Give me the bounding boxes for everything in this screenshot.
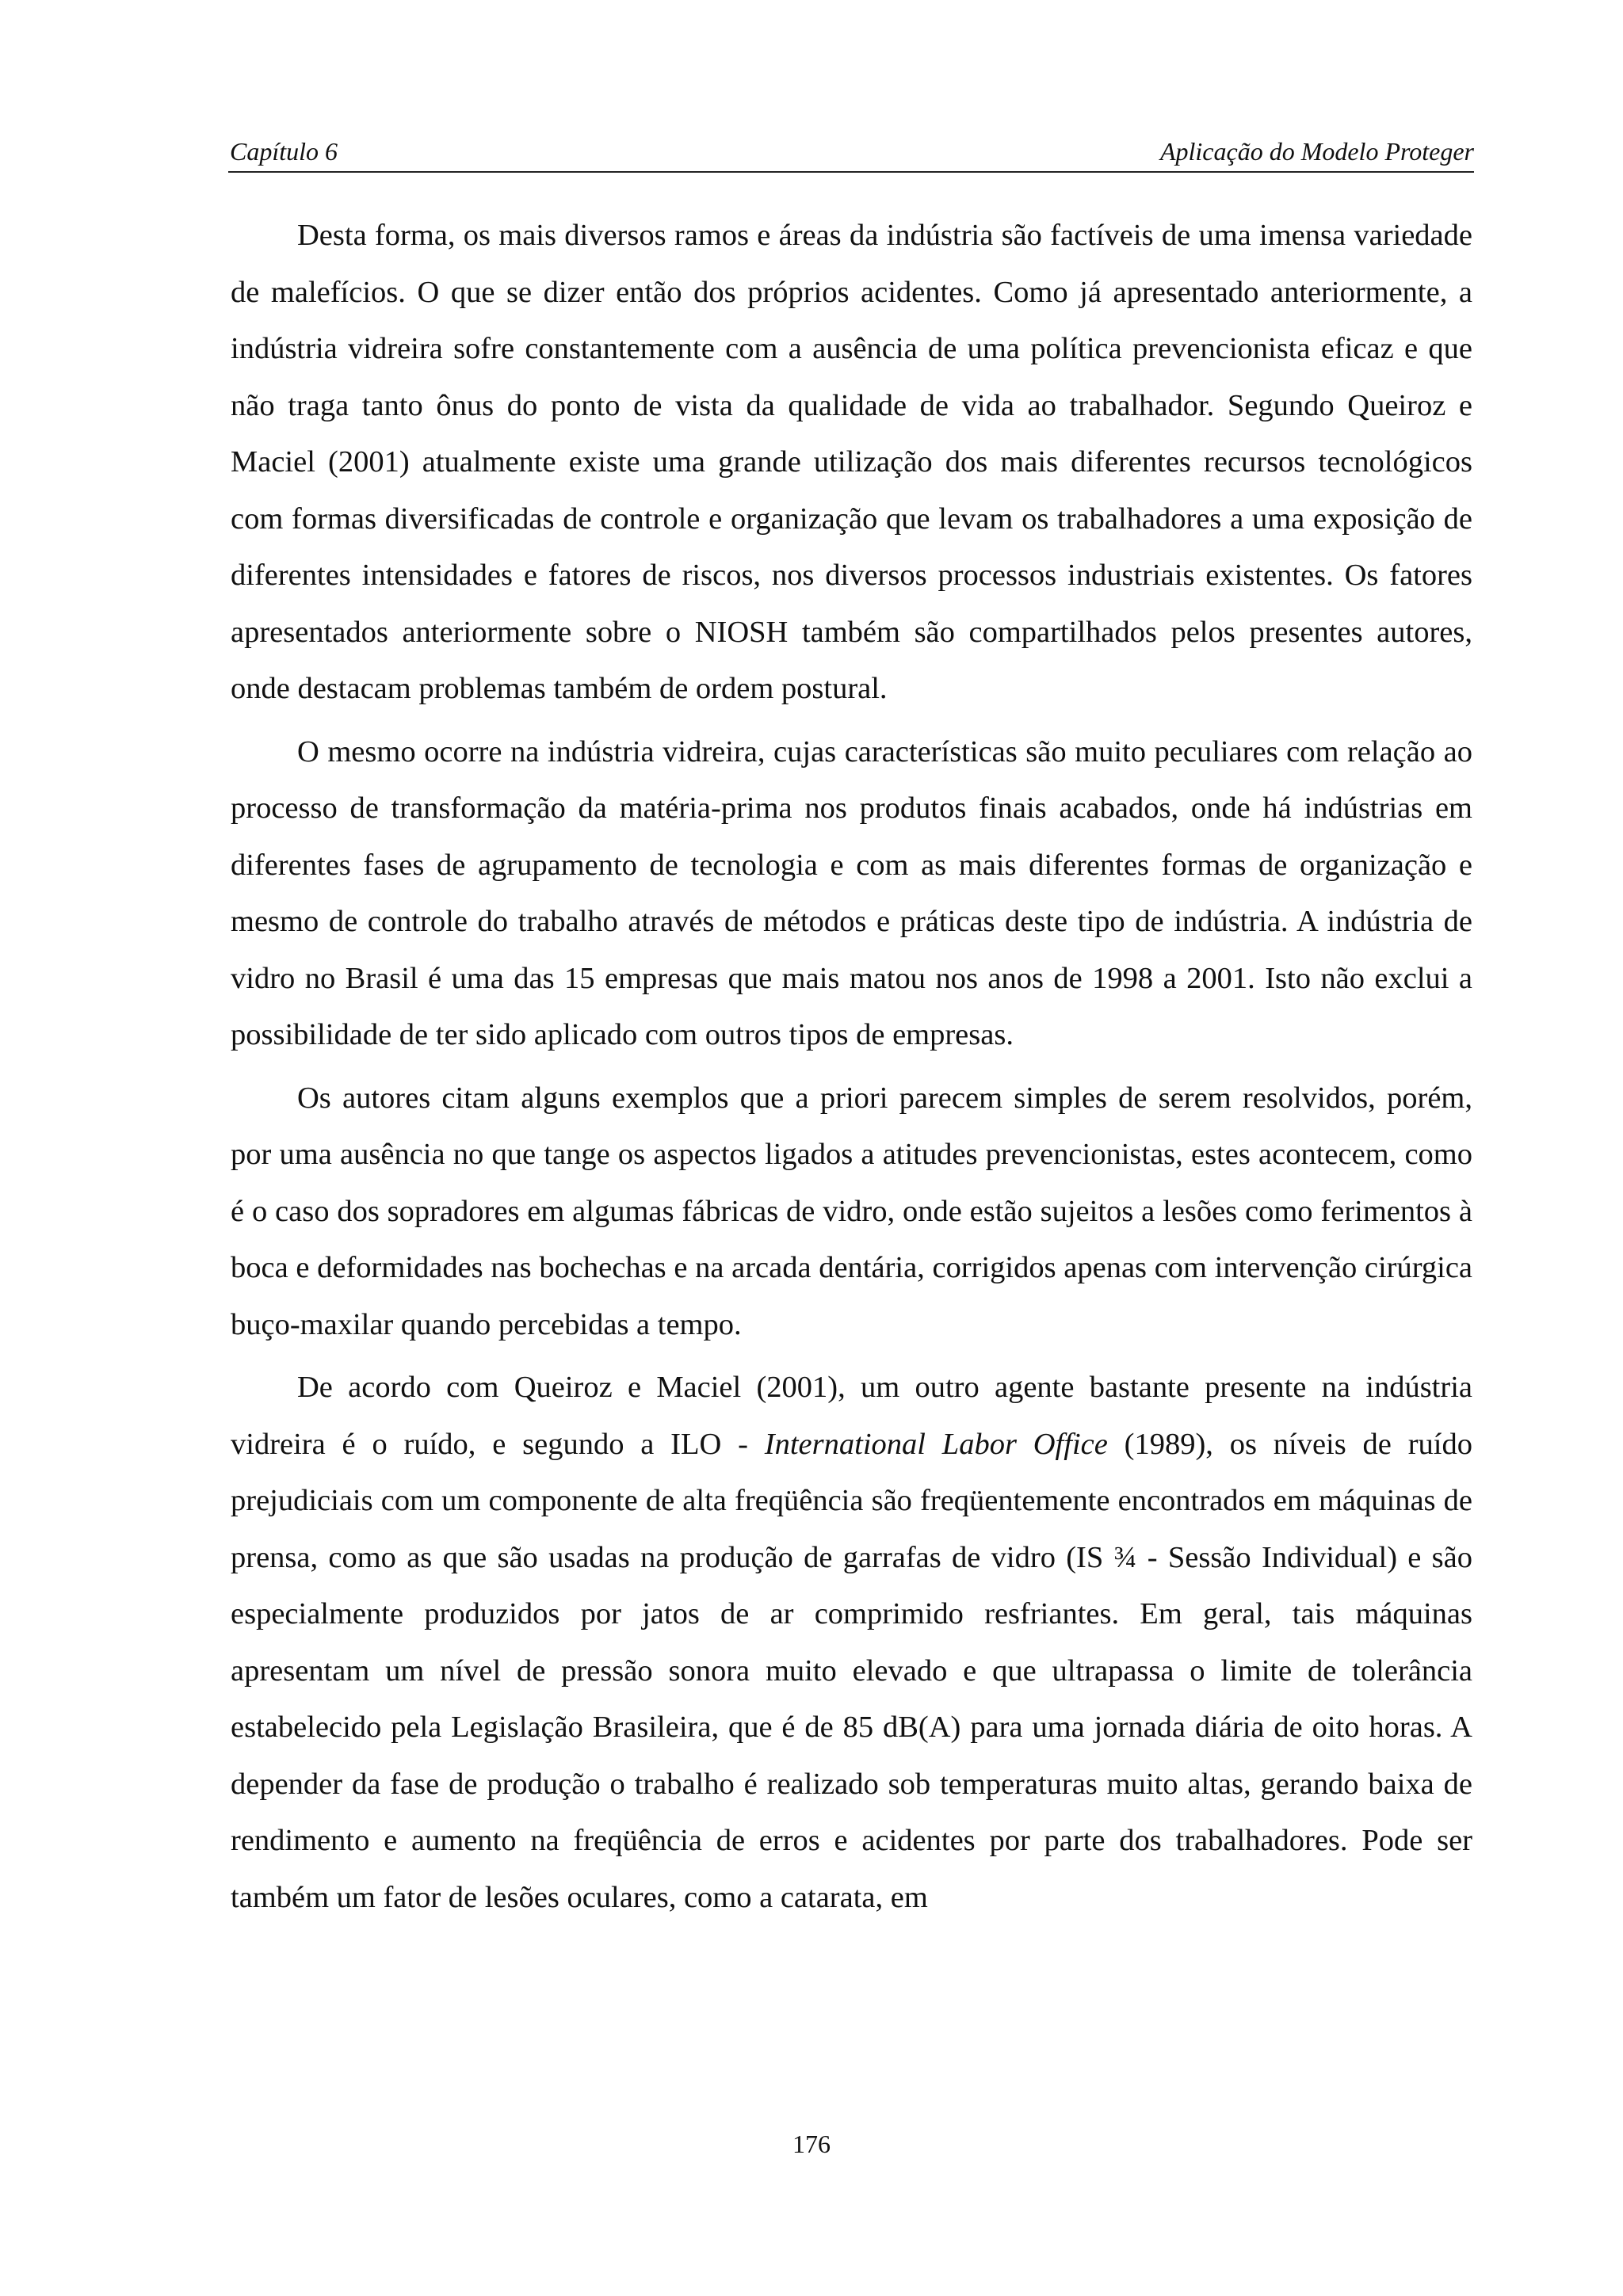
paragraph-4-end: (1989), os níveis de ruído prejudiciais com um componente de alta freqüência são freqüentemente encontrados em máquinas de prensa, como as que são usadas na produção de garrafas de vidro (IS ¾ - Sessão Individual) e são especialmente produzidos por jatos de ar comprimido resfriantes. Em geral, tais máquinas apresentam um nível de pressão sonora muito elevado e que ultrapassa o limite de tolerância estabelecido pela Legislação Brasileira, que é de 85 dB(A) para uma jornada diária de oito horas. A depender da fase de produção o trabalho é realizado sob temperaturas muito altas, gerando baixa de rendimento e aumento na freqüência de erros e acidentes por parte dos trabalhadores. Pode ser também um fator de lesões oculares, como a catarata, em xyxy=(231,1427,1472,1914)
section-title: Aplicação do Modelo Proteger xyxy=(1159,137,1474,166)
paragraph-4 xyxy=(231,1360,1472,1926)
chapter-label: Capítulo 6 xyxy=(230,137,338,166)
paragraph-2: O mesmo ocorre na indústria vidreira, cujas características são muito peculiares com relação ao processo de transformação da matéria-prima nos produtos finais acabados, onde há indústrias em diferentes fases de agrupamento de tecnologia e com as mais diferentes formas de organização e mesmo de controle do trabalho através de métodos e práticas deste tipo de indústria. A indústria de vidro no Brasil é uma das 15 empresas que mais matou nos anos de 1998 a 2001. Isto não exclui a possibilidade de ter sido aplicado com outros tipos de empresas. xyxy=(231,734,1472,1051)
paragraph-4-italic-term: International Labor Office xyxy=(764,1427,1108,1461)
paragraph-1: Desta forma, os mais diversos ramos e áreas da indústria são factíveis de uma imensa variedade de malefícios. O que se dizer então dos próprios acidentes. Como já apresentado anteriormente, a indústria vidreira sofre constantemente com a ausência de uma política prevencionista eficaz e que não traga tanto ônus do ponto de vista da qualidade de vida ao trabalhador. Segundo Queiroz e Maciel (2001) atualmente existe uma grande utilização dos mais diferentes recursos tecnológicos com formas diversificadas de controle e organização que levam os trabalhadores a uma exposição de diferentes intensidades e fatores de riscos, nos diversos processos industriais existentes. Os fatores apresentados anteriormente sobre o NIOSH também são compartilhados pelos presentes autores, onde destacam problemas também de ordem postural. xyxy=(231,219,1472,705)
running-header xyxy=(228,133,1474,173)
paragraph-3: Os autores citam alguns exemplos que a priori parecem simples de serem resolvidos, porém, por uma ausência no que tange os aspectos ligados a atitudes prevencionistas, estes acontecem, como é o caso dos sopradores em algumas fábricas de vidro, onde estão sujeitos a lesões como ferimentos à boca e deformidades nas bochechas e na arcada dentária, corrigidos apenas com intervenção cirúrgica buço-maxilar quando percebidas a tempo. xyxy=(231,1081,1472,1341)
paragraph-4-start: De acordo com Queiroz e Maciel (2001), um outro agente bastante presente na indústria vidreira é o ruído, e segundo a ILO - xyxy=(231,1371,1472,1461)
page-number: 176 xyxy=(792,2130,831,2158)
body-text xyxy=(231,208,1472,1932)
